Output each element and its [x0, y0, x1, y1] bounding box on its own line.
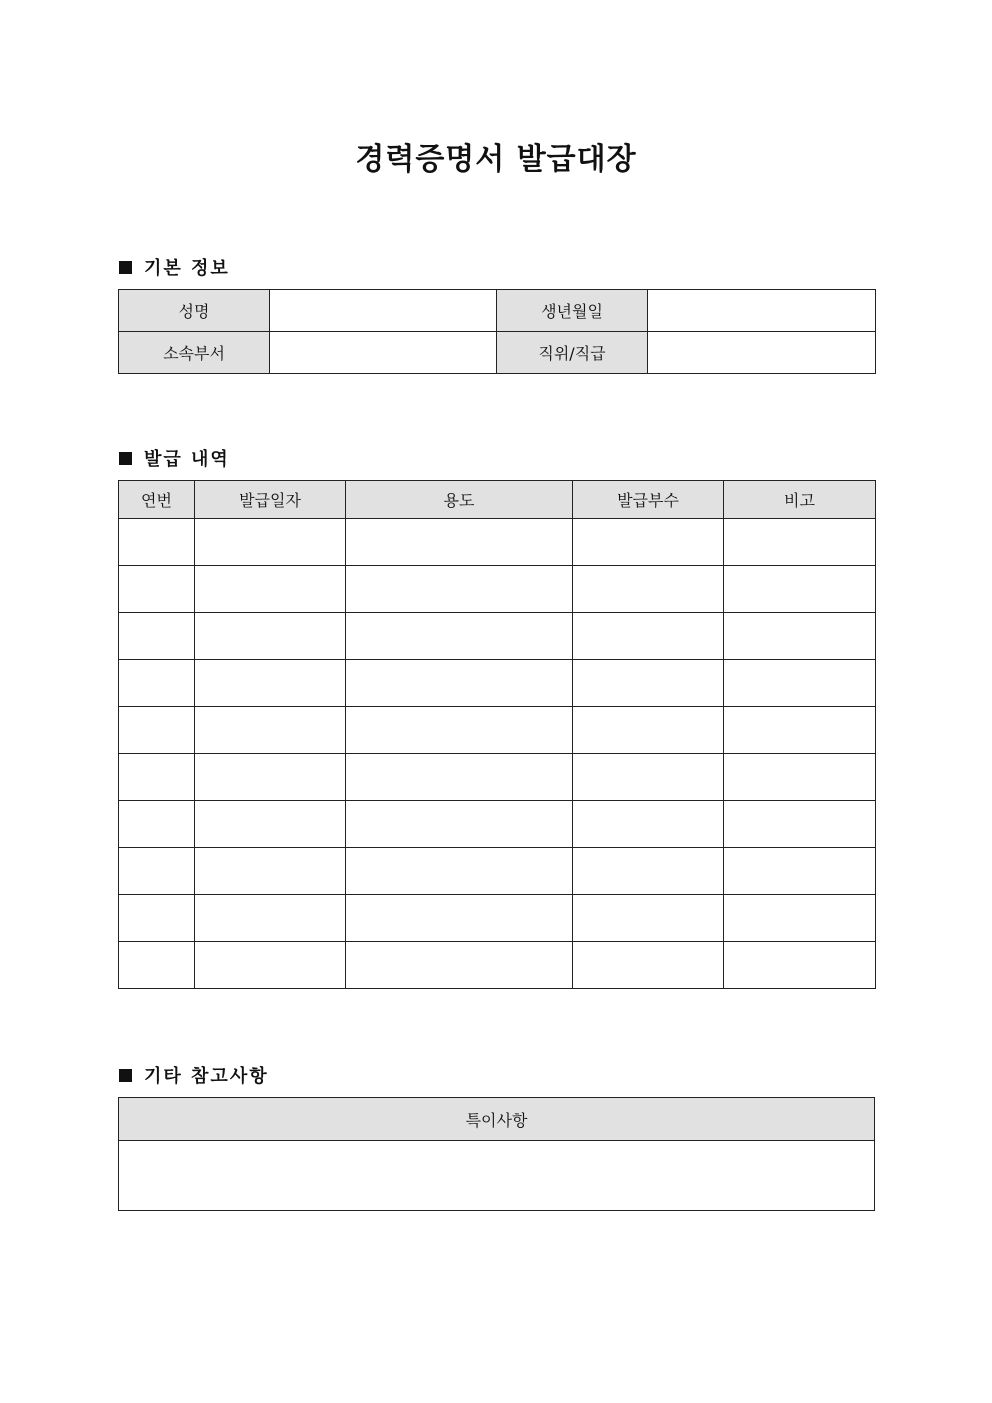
cell-purpose[interactable]	[346, 566, 573, 613]
cell-purpose[interactable]	[346, 613, 573, 660]
cell-issue-date[interactable]	[195, 566, 346, 613]
cell-notes[interactable]	[724, 942, 876, 989]
table-row	[119, 1141, 875, 1211]
cell-purpose[interactable]	[346, 707, 573, 754]
square-bullet-icon	[119, 1069, 132, 1082]
table-row	[119, 332, 876, 374]
column-header-issue-date: 발급일자	[195, 481, 346, 519]
section-heading-issuance	[119, 445, 230, 471]
table-row	[119, 613, 876, 660]
birth-date-field[interactable]	[648, 290, 876, 332]
cell-number[interactable]	[119, 895, 195, 942]
position-field[interactable]	[648, 332, 876, 374]
cell-issue-date[interactable]	[195, 801, 346, 848]
table-row	[119, 848, 876, 895]
column-header-notes: 비고	[724, 481, 876, 519]
cell-notes[interactable]	[724, 660, 876, 707]
cell-copies[interactable]	[573, 754, 724, 801]
table-row	[119, 754, 876, 801]
cell-notes[interactable]	[724, 566, 876, 613]
basic-info-table	[118, 289, 876, 374]
cell-issue-date[interactable]	[195, 942, 346, 989]
cell-issue-date[interactable]	[195, 895, 346, 942]
column-header-number: 연번	[119, 481, 195, 519]
document-title: 경력증명서 발급대장	[355, 142, 637, 177]
cell-copies[interactable]	[573, 660, 724, 707]
cell-copies[interactable]	[573, 566, 724, 613]
cell-number[interactable]	[119, 613, 195, 660]
cell-number[interactable]	[119, 942, 195, 989]
square-bullet-icon	[119, 261, 132, 274]
table-row	[119, 566, 876, 613]
column-header-special-notes: 특이사항	[119, 1098, 875, 1141]
cell-notes[interactable]	[724, 754, 876, 801]
issuance-table	[118, 480, 876, 989]
name-label: 성명	[119, 290, 270, 332]
table-row	[119, 895, 876, 942]
cell-number[interactable]	[119, 519, 195, 566]
department-field[interactable]	[270, 332, 497, 374]
cell-copies[interactable]	[573, 895, 724, 942]
table-row	[119, 707, 876, 754]
cell-number[interactable]	[119, 801, 195, 848]
table-row	[119, 801, 876, 848]
cell-purpose[interactable]	[346, 801, 573, 848]
position-label: 직위/직급	[497, 332, 648, 374]
cell-purpose[interactable]	[346, 942, 573, 989]
cell-purpose[interactable]	[346, 519, 573, 566]
birth-date-label: 생년월일	[497, 290, 648, 332]
square-bullet-icon	[119, 452, 132, 465]
cell-notes[interactable]	[724, 895, 876, 942]
table-row	[119, 519, 876, 566]
table-header-row	[119, 481, 876, 519]
section-heading-basic-info	[119, 254, 230, 280]
cell-purpose[interactable]	[346, 848, 573, 895]
cell-notes[interactable]	[724, 848, 876, 895]
cell-number[interactable]	[119, 848, 195, 895]
cell-copies[interactable]	[573, 707, 724, 754]
cell-issue-date[interactable]	[195, 613, 346, 660]
department-label: 소속부서	[119, 332, 270, 374]
cell-notes[interactable]	[724, 707, 876, 754]
table-row	[119, 290, 876, 332]
section-heading-remarks	[119, 1062, 269, 1088]
section-title: 발급 내역	[144, 449, 230, 470]
cell-copies[interactable]	[573, 848, 724, 895]
cell-number[interactable]	[119, 566, 195, 613]
cell-issue-date[interactable]	[195, 660, 346, 707]
cell-purpose[interactable]	[346, 754, 573, 801]
cell-notes[interactable]	[724, 519, 876, 566]
cell-copies[interactable]	[573, 942, 724, 989]
table-header-row	[119, 1098, 875, 1141]
cell-issue-date[interactable]	[195, 754, 346, 801]
cell-purpose[interactable]	[346, 660, 573, 707]
cell-number[interactable]	[119, 707, 195, 754]
remarks-table	[118, 1097, 875, 1211]
cell-purpose[interactable]	[346, 895, 573, 942]
cell-number[interactable]	[119, 754, 195, 801]
section-title: 기타 참고사항	[144, 1066, 269, 1087]
cell-copies[interactable]	[573, 613, 724, 660]
table-row	[119, 942, 876, 989]
cell-issue-date[interactable]	[195, 707, 346, 754]
cell-copies[interactable]	[573, 519, 724, 566]
name-field[interactable]	[270, 290, 497, 332]
cell-copies[interactable]	[573, 801, 724, 848]
cell-notes[interactable]	[724, 801, 876, 848]
column-header-copies: 발급부수	[573, 481, 724, 519]
special-notes-field[interactable]	[119, 1141, 875, 1211]
column-header-purpose: 용도	[346, 481, 573, 519]
cell-notes[interactable]	[724, 613, 876, 660]
cell-number[interactable]	[119, 660, 195, 707]
cell-issue-date[interactable]	[195, 519, 346, 566]
cell-issue-date[interactable]	[195, 848, 346, 895]
table-row	[119, 660, 876, 707]
section-title: 기본 정보	[144, 258, 230, 279]
